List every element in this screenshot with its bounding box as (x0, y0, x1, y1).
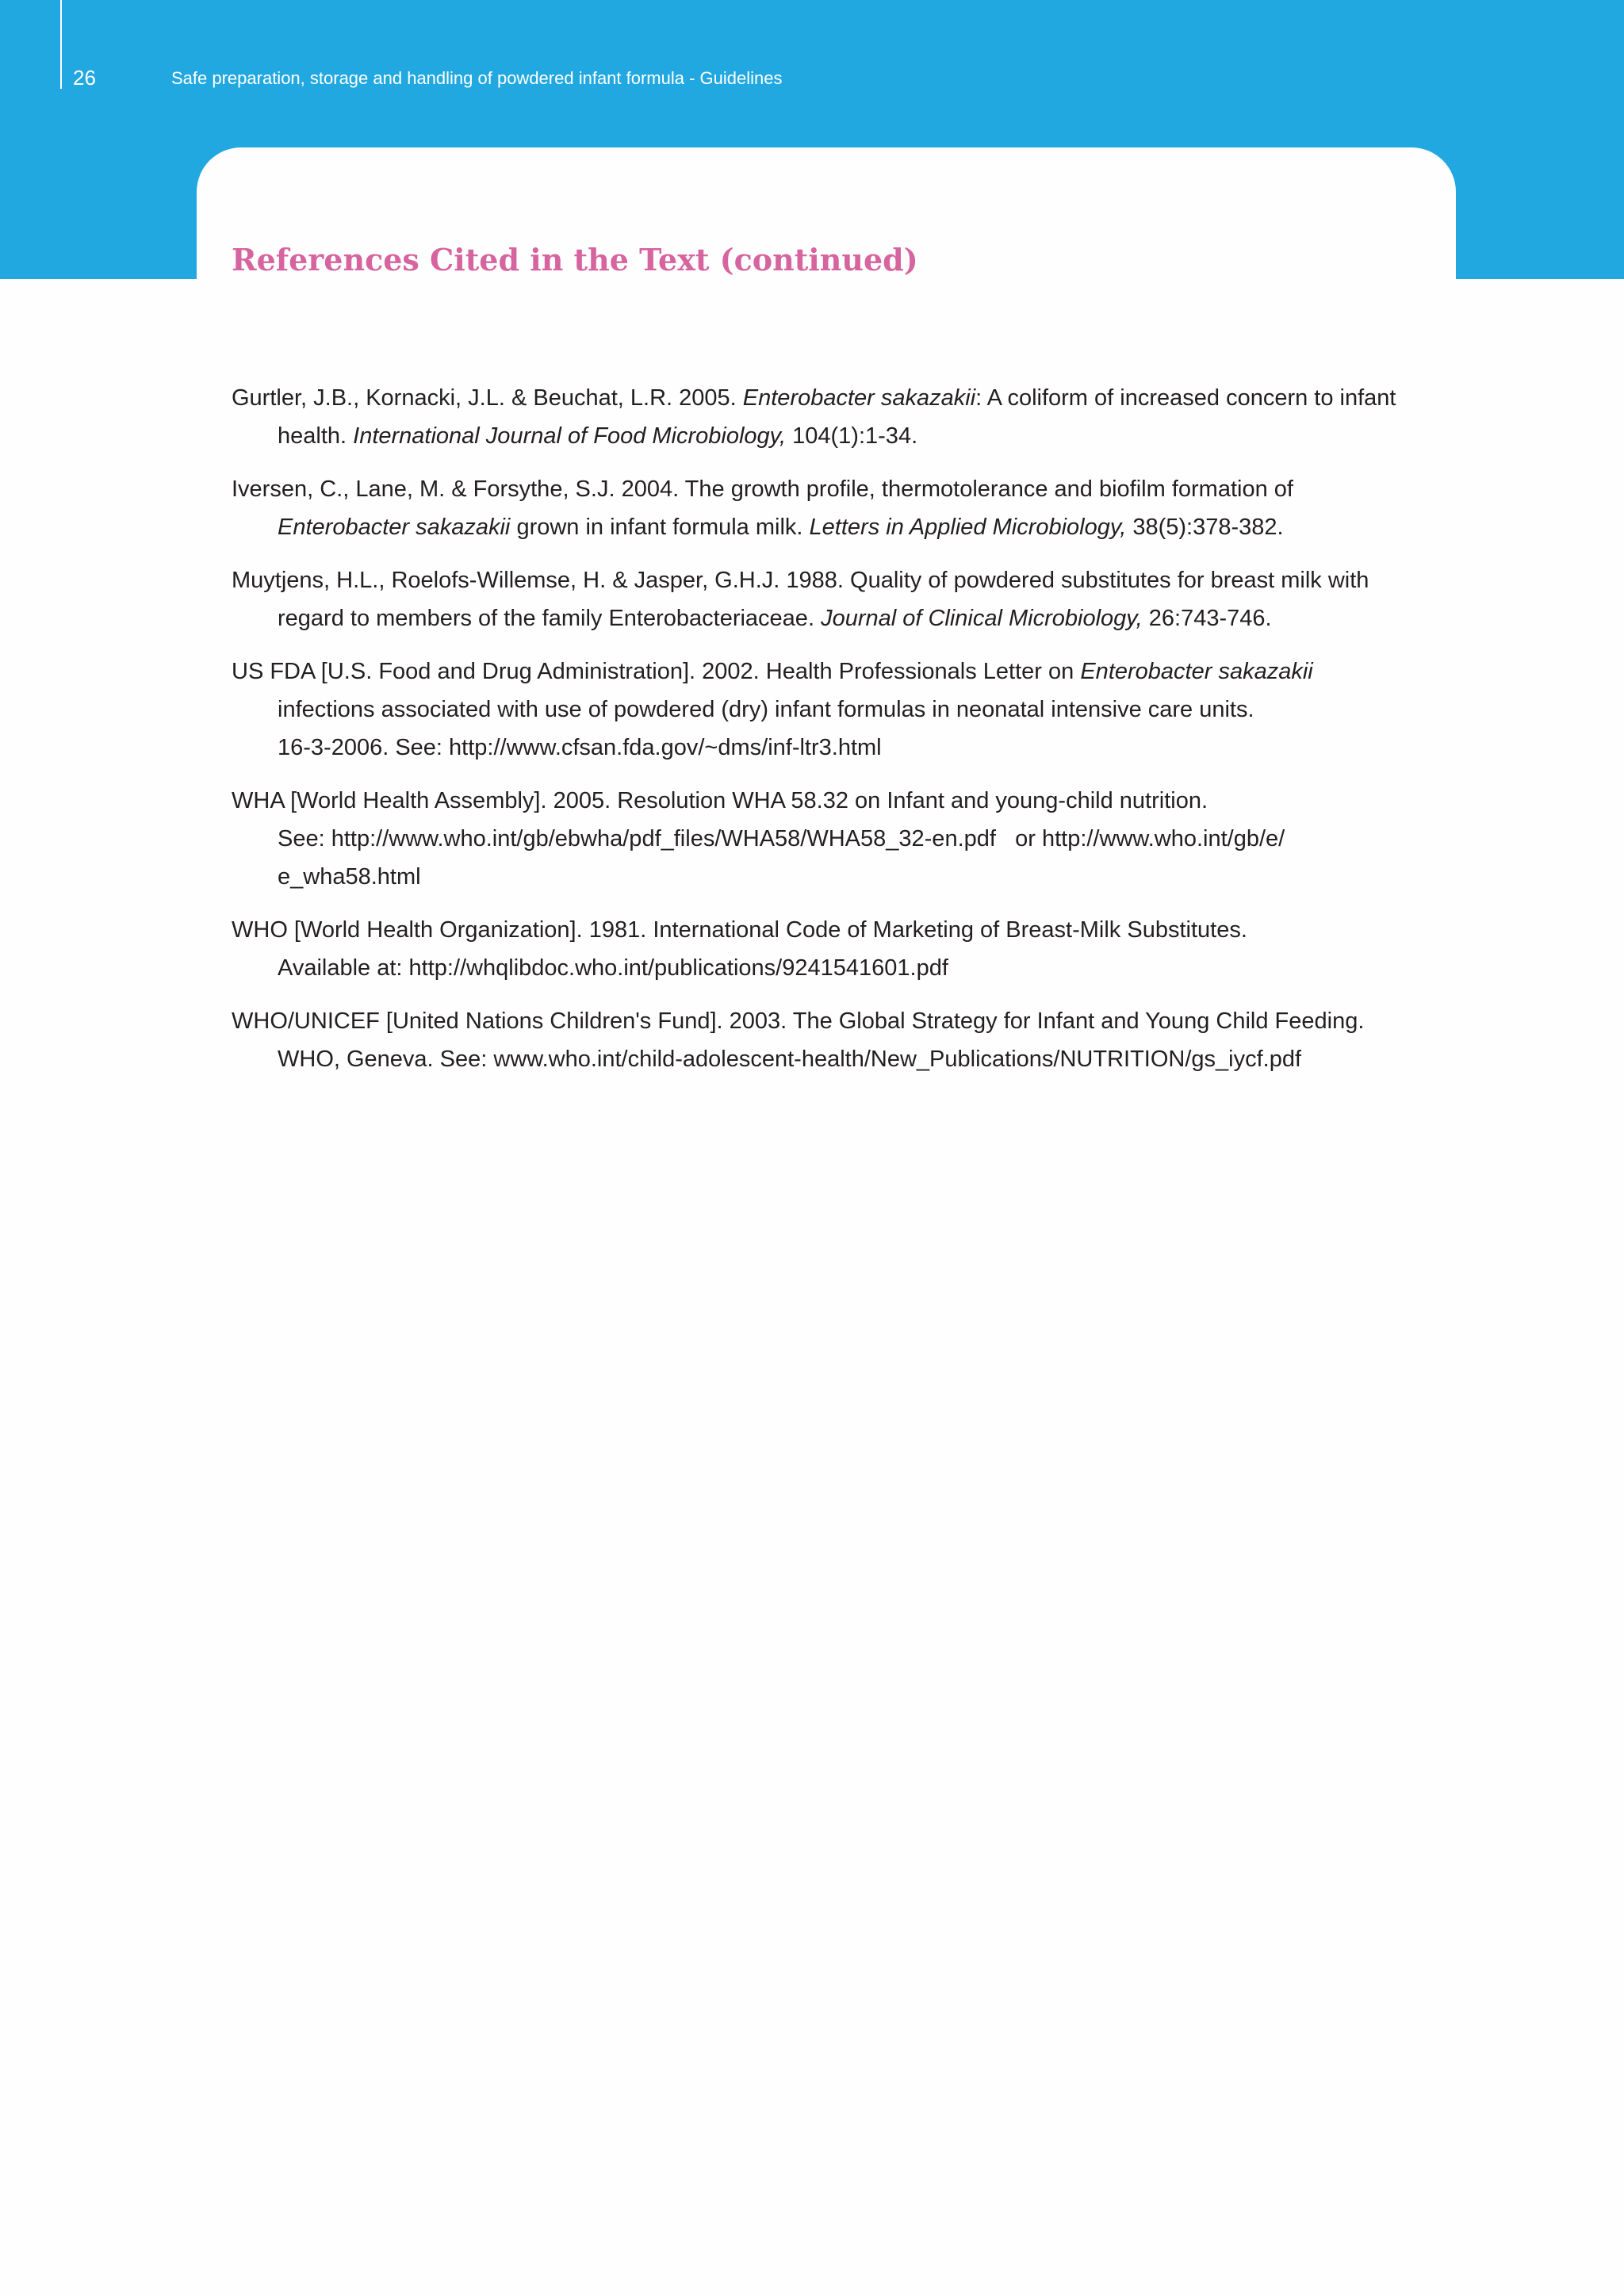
reference-item (232, 911, 1421, 987)
reference-citation: 104(1):1-34. (792, 423, 918, 449)
page-number: 26 (73, 66, 96, 90)
reference-text: US FDA [U.S. Food and Drug Administration]. 2002. Health Professionals Letter on (232, 659, 1074, 684)
reference-title: : A coliform of increased concern to infant health. (278, 385, 1396, 449)
reference-citation: 38(5):378-382. (1132, 515, 1284, 540)
reference-text: WHO/UNICEF [United Nations Children's Fund]. 2003. The Global Strategy for Infant and Young Child Feeding. (232, 1008, 1365, 1034)
reference-item (232, 782, 1421, 896)
reference-item (232, 1002, 1421, 1078)
reference-item (232, 379, 1421, 455)
reference-journal: Letters in Applied Microbiology, (809, 515, 1127, 540)
reference-text-2: infections associated with use of powdered (dry) infant formulas in neonatal intensive care units. (278, 697, 1254, 722)
reference-title: grown in infant formula milk. (516, 515, 803, 540)
reference-citation: 26:743-746. (1148, 606, 1272, 631)
reference-journal: International Journal of Food Microbiology, (353, 423, 787, 449)
reference-item (232, 561, 1421, 637)
reference-link: 16-3-2006. See: http://www.cfsan.fda.gov/~dms/inf-ltr3.html (278, 735, 882, 760)
reference-text: Iversen, C., Lane, M. & Forsythe, S.J. 2004. The growth profile, thermotolerance and biofilm formation of (232, 476, 1293, 502)
reference-text: WHA [World Health Assembly]. 2005. Resolution WHA 58.32 on Infant and young-child nutrition. (232, 788, 1208, 813)
reference-species: Enterobacter sakazakii (278, 515, 511, 540)
reference-text: WHO [World Health Organization]. 1981. International Code of Marketing of Breast-Milk Substitutes. (232, 917, 1247, 943)
reference-item (232, 470, 1421, 546)
reference-item (232, 652, 1421, 767)
reference-text: Muytjens, H.L., Roelofs-Willemse, H. & Jasper, G.H.J. 1988. Quality of powdered substitutes for breast milk with regard to members of the family Enterobacteriaceae. (232, 568, 1369, 631)
reference-link: Available at: http://whqlibdoc.who.int/publications/9241541601.pdf (278, 955, 948, 981)
reference-journal: Journal of Clinical Microbiology, (821, 606, 1143, 631)
reference-authors: Gurtler, J.B., Kornacki, J.L. & Beuchat, L.R. 2005. (232, 385, 737, 411)
reference-link-continued: e_wha58.html (278, 864, 421, 890)
section-title: References Cited in the Text (continued) (232, 242, 918, 277)
header-divider (60, 0, 62, 89)
reference-link: WHO, Geneva. See: www.who.int/child-adolescent-health/New_Publications/NUTRITION/gs_iycf.pdf (278, 1047, 1302, 1072)
reference-species: Enterobacter sakazakii (1080, 659, 1313, 684)
running-title: Safe preparation, storage and handling of powdered infant formula - Guidelines (171, 68, 783, 88)
reference-link: See: http://www.who.int/gb/ebwha/pdf_files/WHA58/WHA58_32-en.pdf (278, 826, 996, 851)
reference-species: Enterobacter sakazakii (742, 385, 976, 411)
reference-list (232, 379, 1421, 1093)
reference-link-alt: or http://www.who.int/gb/e/ (1015, 826, 1285, 851)
